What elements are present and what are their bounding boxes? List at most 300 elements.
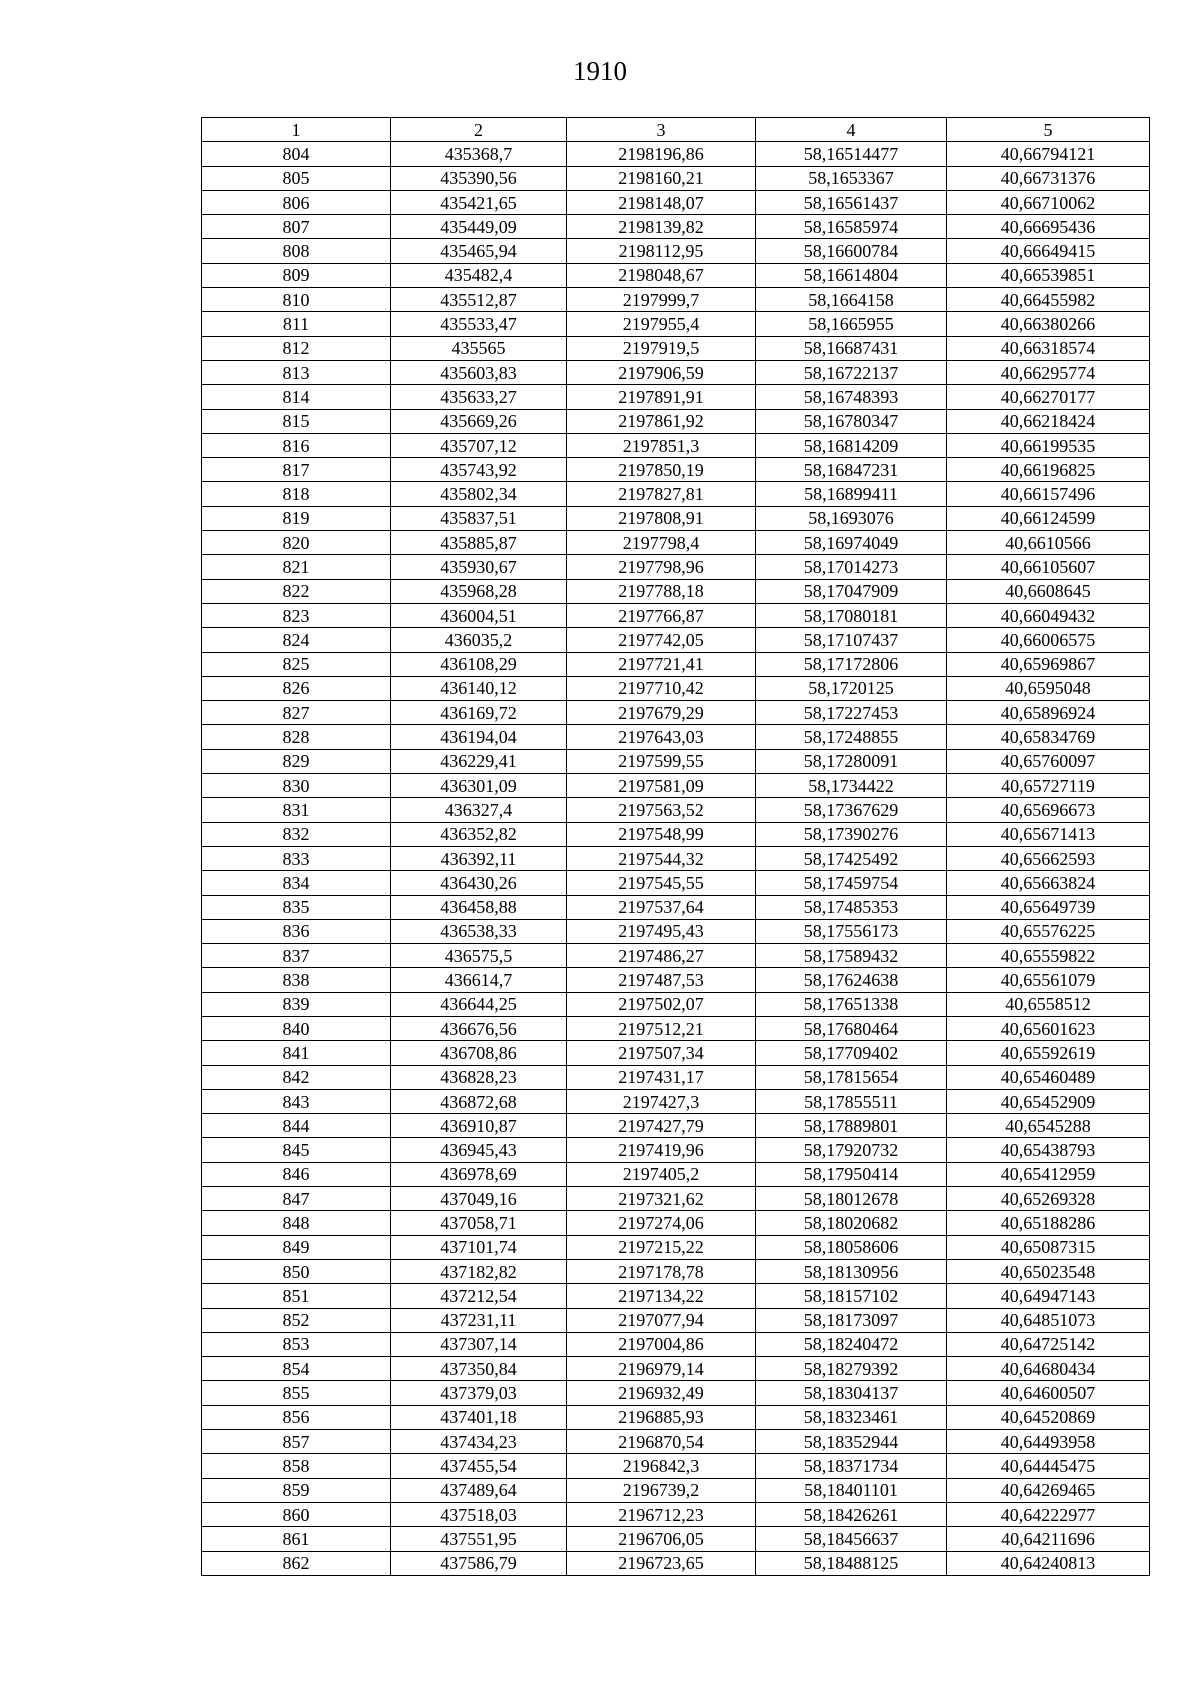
latitude-cell: 58,16687431	[756, 336, 947, 360]
table-row	[202, 142, 1150, 166]
longitude-cell: 40,65438793	[947, 1138, 1150, 1162]
longitude-cell: 40,66649415	[947, 239, 1150, 263]
table-row	[202, 798, 1150, 822]
table-header-row	[202, 118, 1150, 142]
table-row	[202, 1357, 1150, 1381]
point-number-cell: 836	[202, 919, 391, 943]
y-coordinate-cell: 2197274,06	[567, 1211, 756, 1235]
x-coordinate-cell: 436392,11	[391, 846, 567, 870]
x-coordinate-cell: 436352,82	[391, 822, 567, 846]
column-header: 4	[756, 118, 947, 142]
x-coordinate-cell: 437049,16	[391, 1187, 567, 1211]
page-number: 1910	[573, 56, 627, 86]
table-row	[202, 239, 1150, 263]
point-number-cell: 861	[202, 1527, 391, 1551]
latitude-cell: 58,18157102	[756, 1284, 947, 1308]
x-coordinate-cell: 435743,92	[391, 458, 567, 482]
x-coordinate-cell: 437307,14	[391, 1332, 567, 1356]
table-row	[202, 725, 1150, 749]
point-number-cell: 842	[202, 1065, 391, 1089]
latitude-cell: 58,17709402	[756, 1041, 947, 1065]
longitude-cell: 40,65696673	[947, 798, 1150, 822]
latitude-cell: 58,18240472	[756, 1332, 947, 1356]
latitude-cell: 58,17080181	[756, 603, 947, 627]
latitude-cell: 58,16585974	[756, 215, 947, 239]
longitude-cell: 40,65087315	[947, 1235, 1150, 1259]
longitude-cell: 40,66318574	[947, 336, 1150, 360]
table-row	[202, 433, 1150, 457]
latitude-cell: 58,16847231	[756, 458, 947, 482]
x-coordinate-cell: 437489,64	[391, 1478, 567, 1502]
y-coordinate-cell: 2198160,21	[567, 166, 756, 190]
longitude-cell: 40,64947143	[947, 1284, 1150, 1308]
longitude-cell: 40,66380266	[947, 312, 1150, 336]
y-coordinate-cell: 2197427,79	[567, 1114, 756, 1138]
x-coordinate-cell: 436169,72	[391, 701, 567, 725]
latitude-cell: 58,18401101	[756, 1478, 947, 1502]
x-coordinate-cell: 435482,4	[391, 263, 567, 287]
y-coordinate-cell: 2197643,03	[567, 725, 756, 749]
x-coordinate-cell: 435565	[391, 336, 567, 360]
latitude-cell: 58,16614804	[756, 263, 947, 287]
x-coordinate-cell: 435885,87	[391, 531, 567, 555]
longitude-cell: 40,65576225	[947, 919, 1150, 943]
y-coordinate-cell: 2197788,18	[567, 579, 756, 603]
latitude-cell: 58,18323461	[756, 1405, 947, 1429]
table-row	[202, 360, 1150, 384]
x-coordinate-cell: 436140,12	[391, 676, 567, 700]
x-coordinate-cell: 436828,23	[391, 1065, 567, 1089]
table-row	[202, 1502, 1150, 1526]
table-row	[202, 749, 1150, 773]
x-coordinate-cell: 437379,03	[391, 1381, 567, 1405]
latitude-cell: 58,17556173	[756, 919, 947, 943]
longitude-cell: 40,64240813	[947, 1551, 1150, 1575]
x-coordinate-cell: 437401,18	[391, 1405, 567, 1429]
table-row	[202, 628, 1150, 652]
latitude-cell: 58,17172806	[756, 652, 947, 676]
table-row	[202, 774, 1150, 798]
table-row	[202, 1308, 1150, 1332]
latitude-cell: 58,18488125	[756, 1551, 947, 1575]
y-coordinate-cell: 2197427,3	[567, 1089, 756, 1113]
latitude-cell: 58,17815654	[756, 1065, 947, 1089]
y-coordinate-cell: 2197545,55	[567, 871, 756, 895]
table-row	[202, 1016, 1150, 1040]
point-number-cell: 847	[202, 1187, 391, 1211]
x-coordinate-cell: 435512,87	[391, 288, 567, 312]
longitude-cell: 40,65969867	[947, 652, 1150, 676]
y-coordinate-cell: 2196842,3	[567, 1454, 756, 1478]
point-number-cell: 808	[202, 239, 391, 263]
longitude-cell: 40,65559822	[947, 944, 1150, 968]
point-number-cell: 822	[202, 579, 391, 603]
longitude-cell: 40,65834769	[947, 725, 1150, 749]
latitude-cell: 58,16600784	[756, 239, 947, 263]
point-number-cell: 811	[202, 312, 391, 336]
latitude-cell: 58,18279392	[756, 1357, 947, 1381]
x-coordinate-cell: 436910,87	[391, 1114, 567, 1138]
x-coordinate-cell: 436708,86	[391, 1041, 567, 1065]
x-coordinate-cell: 435368,7	[391, 142, 567, 166]
latitude-cell: 58,18304137	[756, 1381, 947, 1405]
x-coordinate-cell: 435390,56	[391, 166, 567, 190]
point-number-cell: 825	[202, 652, 391, 676]
longitude-cell: 40,65649739	[947, 895, 1150, 919]
x-coordinate-cell: 437586,79	[391, 1551, 567, 1575]
point-number-cell: 846	[202, 1162, 391, 1186]
table-row	[202, 895, 1150, 919]
x-coordinate-cell: 435707,12	[391, 433, 567, 457]
y-coordinate-cell: 2197178,78	[567, 1259, 756, 1283]
longitude-cell: 40,66049432	[947, 603, 1150, 627]
point-number-cell: 809	[202, 263, 391, 287]
longitude-cell: 40,66199535	[947, 433, 1150, 457]
column-header: 3	[567, 118, 756, 142]
longitude-cell: 40,66794121	[947, 142, 1150, 166]
x-coordinate-cell: 435603,83	[391, 360, 567, 384]
point-number-cell: 837	[202, 944, 391, 968]
x-coordinate-cell: 436035,2	[391, 628, 567, 652]
x-coordinate-cell: 436229,41	[391, 749, 567, 773]
table-row	[202, 1454, 1150, 1478]
point-number-cell: 833	[202, 846, 391, 870]
latitude-cell: 58,16722137	[756, 360, 947, 384]
y-coordinate-cell: 2197891,91	[567, 385, 756, 409]
table-row	[202, 1235, 1150, 1259]
table-row	[202, 1089, 1150, 1113]
point-number-cell: 819	[202, 506, 391, 530]
latitude-cell: 58,17589432	[756, 944, 947, 968]
longitude-cell: 40,64222977	[947, 1502, 1150, 1526]
x-coordinate-cell: 435465,94	[391, 239, 567, 263]
y-coordinate-cell: 2197906,59	[567, 360, 756, 384]
y-coordinate-cell: 2197004,86	[567, 1332, 756, 1356]
longitude-cell: 40,64445475	[947, 1454, 1150, 1478]
latitude-cell: 58,17889801	[756, 1114, 947, 1138]
longitude-cell: 40,6608645	[947, 579, 1150, 603]
longitude-cell: 40,66695436	[947, 215, 1150, 239]
point-number-cell: 855	[202, 1381, 391, 1405]
table-row	[202, 1065, 1150, 1089]
point-number-cell: 828	[202, 725, 391, 749]
y-coordinate-cell: 2198148,07	[567, 190, 756, 214]
y-coordinate-cell: 2197851,3	[567, 433, 756, 457]
x-coordinate-cell: 436327,4	[391, 798, 567, 822]
longitude-cell: 40,66218424	[947, 409, 1150, 433]
y-coordinate-cell: 2197955,4	[567, 312, 756, 336]
x-coordinate-cell: 436430,26	[391, 871, 567, 895]
longitude-cell: 40,6558512	[947, 992, 1150, 1016]
point-number-cell: 821	[202, 555, 391, 579]
table-row	[202, 944, 1150, 968]
x-coordinate-cell: 435449,09	[391, 215, 567, 239]
table-row	[202, 919, 1150, 943]
y-coordinate-cell: 2197431,17	[567, 1065, 756, 1089]
point-number-cell: 813	[202, 360, 391, 384]
table-row	[202, 336, 1150, 360]
latitude-cell: 58,18352944	[756, 1430, 947, 1454]
table-row	[202, 1551, 1150, 1575]
point-number-cell: 851	[202, 1284, 391, 1308]
table-row	[202, 1138, 1150, 1162]
y-coordinate-cell: 2196932,49	[567, 1381, 756, 1405]
point-number-cell: 806	[202, 190, 391, 214]
latitude-cell: 58,18456637	[756, 1527, 947, 1551]
latitude-cell: 58,17425492	[756, 846, 947, 870]
longitude-cell: 40,6545288	[947, 1114, 1150, 1138]
x-coordinate-cell: 437551,95	[391, 1527, 567, 1551]
y-coordinate-cell: 2197679,29	[567, 701, 756, 725]
longitude-cell: 40,65460489	[947, 1065, 1150, 1089]
point-number-cell: 824	[202, 628, 391, 652]
x-coordinate-cell: 436538,33	[391, 919, 567, 943]
table-row	[202, 846, 1150, 870]
table-row	[202, 1259, 1150, 1283]
longitude-cell: 40,65023548	[947, 1259, 1150, 1283]
table-row	[202, 603, 1150, 627]
latitude-cell: 58,17248855	[756, 725, 947, 749]
x-coordinate-cell: 436945,43	[391, 1138, 567, 1162]
longitude-cell: 40,64725142	[947, 1332, 1150, 1356]
column-header: 1	[202, 118, 391, 142]
longitude-cell: 40,65561079	[947, 968, 1150, 992]
longitude-cell: 40,65452909	[947, 1089, 1150, 1113]
table-row	[202, 555, 1150, 579]
latitude-cell: 58,16974049	[756, 531, 947, 555]
y-coordinate-cell: 2196870,54	[567, 1430, 756, 1454]
y-coordinate-cell: 2197710,42	[567, 676, 756, 700]
y-coordinate-cell: 2197405,2	[567, 1162, 756, 1186]
y-coordinate-cell: 2196706,05	[567, 1527, 756, 1551]
table-row	[202, 1211, 1150, 1235]
point-number-cell: 843	[202, 1089, 391, 1113]
longitude-cell: 40,65760097	[947, 749, 1150, 773]
longitude-cell: 40,65663824	[947, 871, 1150, 895]
table-row	[202, 1114, 1150, 1138]
x-coordinate-cell: 436575,5	[391, 944, 567, 968]
x-coordinate-cell: 435633,27	[391, 385, 567, 409]
longitude-cell: 40,64600507	[947, 1381, 1150, 1405]
y-coordinate-cell: 2197721,41	[567, 652, 756, 676]
longitude-cell: 40,65671413	[947, 822, 1150, 846]
y-coordinate-cell: 2197766,87	[567, 603, 756, 627]
table-row	[202, 822, 1150, 846]
point-number-cell: 834	[202, 871, 391, 895]
x-coordinate-cell: 437212,54	[391, 1284, 567, 1308]
x-coordinate-cell: 436004,51	[391, 603, 567, 627]
y-coordinate-cell: 2197919,5	[567, 336, 756, 360]
table-row	[202, 1405, 1150, 1429]
x-coordinate-cell: 436872,68	[391, 1089, 567, 1113]
point-number-cell: 840	[202, 1016, 391, 1040]
y-coordinate-cell: 2197495,43	[567, 919, 756, 943]
table-row	[202, 676, 1150, 700]
table-row	[202, 531, 1150, 555]
point-number-cell: 827	[202, 701, 391, 725]
point-number-cell: 841	[202, 1041, 391, 1065]
x-coordinate-cell: 435802,34	[391, 482, 567, 506]
x-coordinate-cell: 435968,28	[391, 579, 567, 603]
longitude-cell: 40,65188286	[947, 1211, 1150, 1235]
table-row	[202, 458, 1150, 482]
longitude-cell: 40,66270177	[947, 385, 1150, 409]
latitude-cell: 58,17459754	[756, 871, 947, 895]
latitude-cell: 58,17047909	[756, 579, 947, 603]
point-number-cell: 844	[202, 1114, 391, 1138]
x-coordinate-cell: 437058,71	[391, 1211, 567, 1235]
y-coordinate-cell: 2197215,22	[567, 1235, 756, 1259]
latitude-cell: 58,17107437	[756, 628, 947, 652]
x-coordinate-cell: 437455,54	[391, 1454, 567, 1478]
x-coordinate-cell: 436676,56	[391, 1016, 567, 1040]
longitude-cell: 40,66124599	[947, 506, 1150, 530]
y-coordinate-cell: 2197134,22	[567, 1284, 756, 1308]
latitude-cell: 58,18173097	[756, 1308, 947, 1332]
table-row	[202, 409, 1150, 433]
table-row	[202, 1162, 1150, 1186]
latitude-cell: 58,17950414	[756, 1162, 947, 1186]
x-coordinate-cell: 436978,69	[391, 1162, 567, 1186]
longitude-cell: 40,66006575	[947, 628, 1150, 652]
point-number-cell: 858	[202, 1454, 391, 1478]
latitude-cell: 58,17367629	[756, 798, 947, 822]
latitude-cell: 58,18130956	[756, 1259, 947, 1283]
y-coordinate-cell: 2196739,2	[567, 1478, 756, 1502]
y-coordinate-cell: 2197999,7	[567, 288, 756, 312]
x-coordinate-cell: 437182,82	[391, 1259, 567, 1283]
y-coordinate-cell: 2197512,21	[567, 1016, 756, 1040]
longitude-cell: 40,66196825	[947, 458, 1150, 482]
y-coordinate-cell: 2197563,52	[567, 798, 756, 822]
latitude-cell: 58,1734422	[756, 774, 947, 798]
latitude-cell: 58,17227453	[756, 701, 947, 725]
latitude-cell: 58,17624638	[756, 968, 947, 992]
table-row	[202, 1381, 1150, 1405]
table-row	[202, 1430, 1150, 1454]
y-coordinate-cell: 2198112,95	[567, 239, 756, 263]
longitude-cell: 40,65727119	[947, 774, 1150, 798]
point-number-cell: 829	[202, 749, 391, 773]
point-number-cell: 830	[202, 774, 391, 798]
table-row	[202, 312, 1150, 336]
longitude-cell: 40,65412959	[947, 1162, 1150, 1186]
column-header: 2	[391, 118, 567, 142]
point-number-cell: 817	[202, 458, 391, 482]
longitude-cell: 40,64493958	[947, 1430, 1150, 1454]
x-coordinate-cell: 435421,65	[391, 190, 567, 214]
latitude-cell: 58,16748393	[756, 385, 947, 409]
y-coordinate-cell: 2198196,86	[567, 142, 756, 166]
y-coordinate-cell: 2197827,81	[567, 482, 756, 506]
longitude-cell: 40,64520869	[947, 1405, 1150, 1429]
longitude-cell: 40,65601623	[947, 1016, 1150, 1040]
y-coordinate-cell: 2198048,67	[567, 263, 756, 287]
table-row	[202, 992, 1150, 1016]
latitude-cell: 58,17651338	[756, 992, 947, 1016]
latitude-cell: 58,16561437	[756, 190, 947, 214]
y-coordinate-cell: 2197808,91	[567, 506, 756, 530]
latitude-cell: 58,1664158	[756, 288, 947, 312]
longitude-cell: 40,64680434	[947, 1357, 1150, 1381]
latitude-cell: 58,18426261	[756, 1502, 947, 1526]
longitude-cell: 40,65662593	[947, 846, 1150, 870]
point-number-cell: 810	[202, 288, 391, 312]
y-coordinate-cell: 2196723,65	[567, 1551, 756, 1575]
latitude-cell: 58,18012678	[756, 1187, 947, 1211]
y-coordinate-cell: 2197861,92	[567, 409, 756, 433]
y-coordinate-cell: 2197544,32	[567, 846, 756, 870]
point-number-cell: 815	[202, 409, 391, 433]
x-coordinate-cell: 435930,67	[391, 555, 567, 579]
latitude-cell: 58,1665955	[756, 312, 947, 336]
y-coordinate-cell: 2197507,34	[567, 1041, 756, 1065]
latitude-cell: 58,18058606	[756, 1235, 947, 1259]
longitude-cell: 40,66295774	[947, 360, 1150, 384]
longitude-cell: 40,66539851	[947, 263, 1150, 287]
table-row	[202, 1187, 1150, 1211]
y-coordinate-cell: 2196979,14	[567, 1357, 756, 1381]
longitude-cell: 40,66731376	[947, 166, 1150, 190]
point-number-cell: 838	[202, 968, 391, 992]
table-row	[202, 190, 1150, 214]
point-number-cell: 860	[202, 1502, 391, 1526]
y-coordinate-cell: 2197742,05	[567, 628, 756, 652]
y-coordinate-cell: 2196712,23	[567, 1502, 756, 1526]
x-coordinate-cell: 437350,84	[391, 1357, 567, 1381]
x-coordinate-cell: 437518,03	[391, 1502, 567, 1526]
latitude-cell: 58,1693076	[756, 506, 947, 530]
x-coordinate-cell: 437231,11	[391, 1308, 567, 1332]
coordinates-table	[201, 117, 1150, 1576]
longitude-cell: 40,66455982	[947, 288, 1150, 312]
point-number-cell: 820	[202, 531, 391, 555]
longitude-cell: 40,64851073	[947, 1308, 1150, 1332]
table-row	[202, 482, 1150, 506]
table-row	[202, 385, 1150, 409]
point-number-cell: 852	[202, 1308, 391, 1332]
table-row	[202, 215, 1150, 239]
latitude-cell: 58,17920732	[756, 1138, 947, 1162]
latitude-cell: 58,17014273	[756, 555, 947, 579]
point-number-cell: 818	[202, 482, 391, 506]
longitude-cell: 40,65592619	[947, 1041, 1150, 1065]
x-coordinate-cell: 436614,7	[391, 968, 567, 992]
latitude-cell: 58,16514477	[756, 142, 947, 166]
point-number-cell: 816	[202, 433, 391, 457]
table-row	[202, 1041, 1150, 1065]
y-coordinate-cell: 2197487,53	[567, 968, 756, 992]
table-row	[202, 1332, 1150, 1356]
y-coordinate-cell: 2197321,62	[567, 1187, 756, 1211]
longitude-cell: 40,64211696	[947, 1527, 1150, 1551]
point-number-cell: 850	[202, 1259, 391, 1283]
latitude-cell: 58,16780347	[756, 409, 947, 433]
latitude-cell: 58,17855511	[756, 1089, 947, 1113]
point-number-cell: 857	[202, 1430, 391, 1454]
x-coordinate-cell: 436301,09	[391, 774, 567, 798]
x-coordinate-cell: 435669,26	[391, 409, 567, 433]
y-coordinate-cell: 2197419,96	[567, 1138, 756, 1162]
y-coordinate-cell: 2197798,4	[567, 531, 756, 555]
point-number-cell: 826	[202, 676, 391, 700]
point-number-cell: 862	[202, 1551, 391, 1575]
point-number-cell: 832	[202, 822, 391, 846]
table-row	[202, 968, 1150, 992]
y-coordinate-cell: 2197850,19	[567, 458, 756, 482]
point-number-cell: 853	[202, 1332, 391, 1356]
latitude-cell: 58,18020682	[756, 1211, 947, 1235]
